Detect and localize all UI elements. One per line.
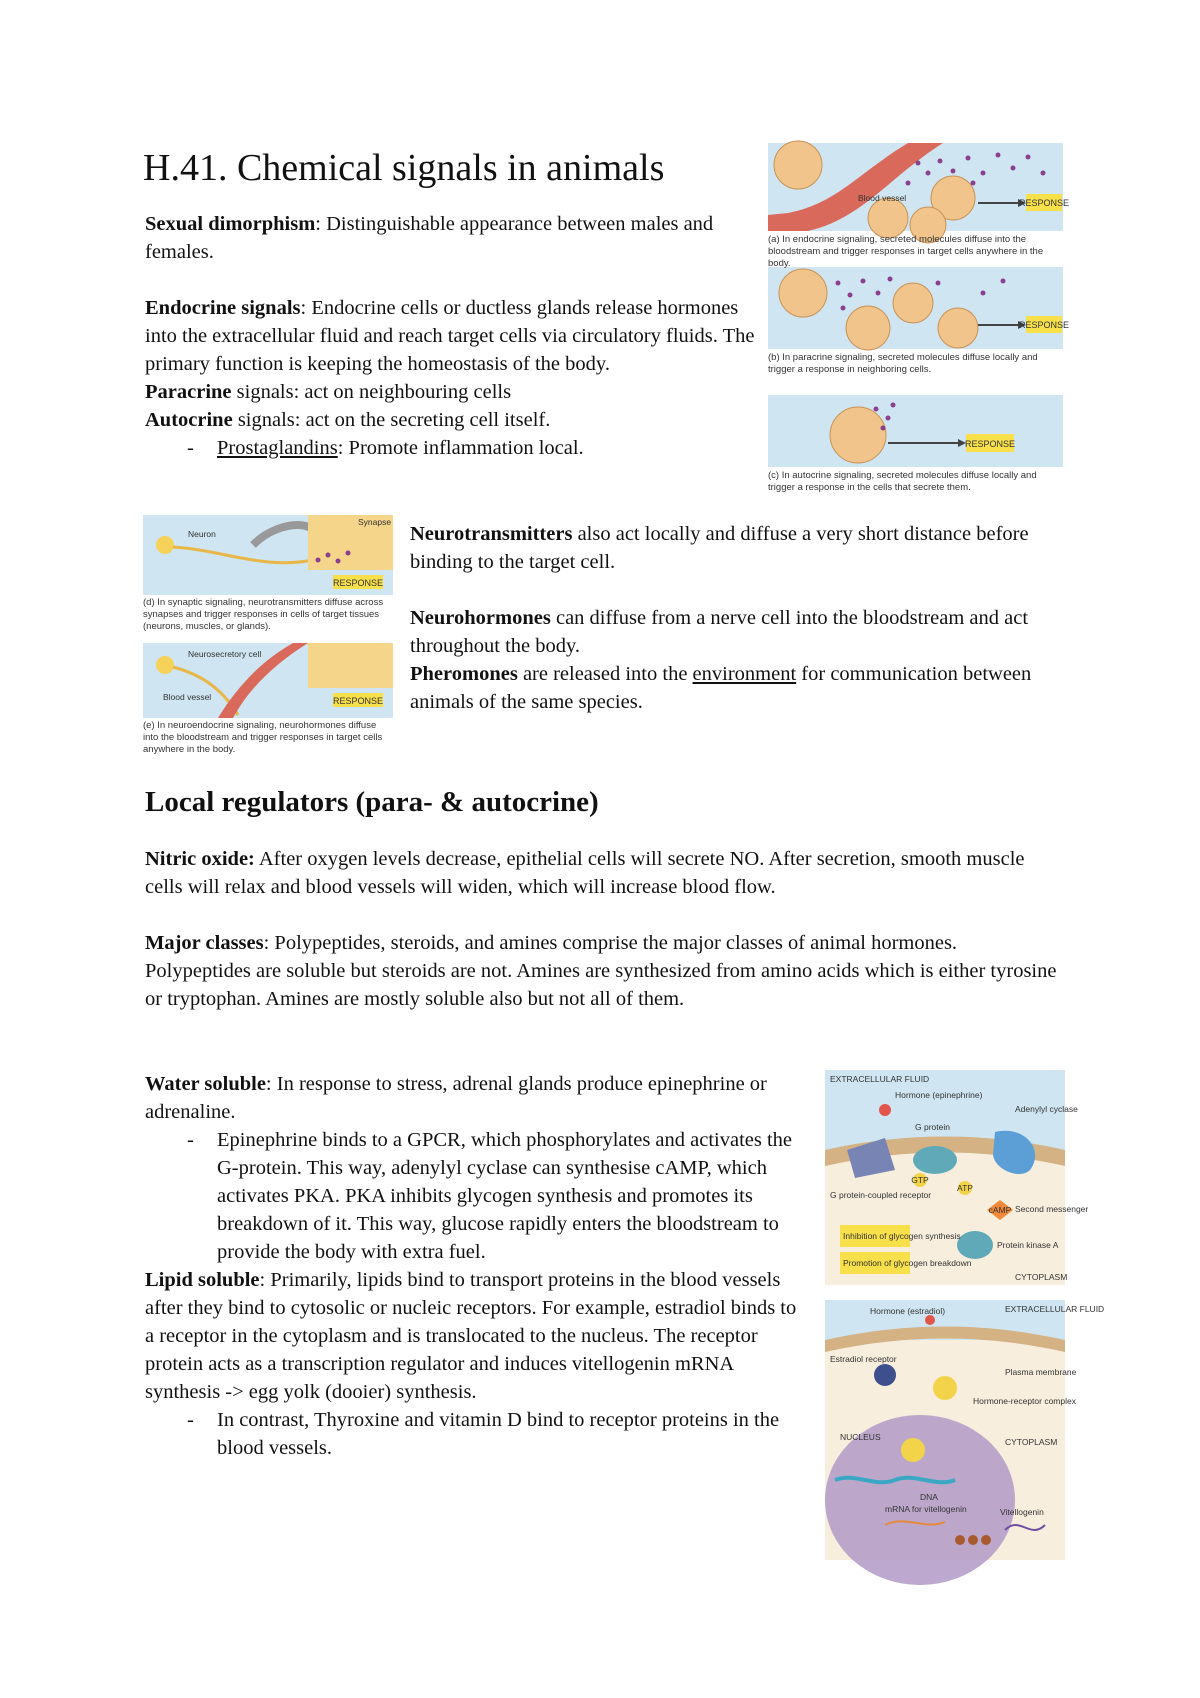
estradiol-shape [925,1315,935,1325]
signaling-types-figure [768,143,1070,503]
steroid-cytoplasm-label: CYTOPLASM [1005,1437,1058,1447]
term-nitric-oxide: Nitric oxide: [145,848,255,870]
hormone-label: Hormone (epinephrine) [895,1090,983,1100]
term-major-classes: Major classes [145,932,264,954]
caption-e: (e) In neuroendocrine signaling, neurohormones diffuse into the bloodstream and trigger responses in target cells anywhere in the body. [143,720,383,755]
def-sexual-dimorphism: : Distinguishable appearance between males and females. [145,213,714,263]
autocrine-paragraph [145,406,755,434]
def-autocrine: signals: act on the secreting cell itself. [232,409,551,431]
epinephrine-shape [879,1104,891,1116]
def-endocrine: : Endocrine cells or ductless glands release hormones into the extracellular fluid and reach target cells via circulatory fluids. The primary function is keeping the homeostasis of the body. [145,297,755,375]
lipid-bullet-text: In contrast, Thyroxine and vitamin D bind to receptor proteins in the blood vessels. [217,1409,780,1459]
ribosomes [955,1535,991,1545]
neurotransmitters-paragraph [410,520,1075,576]
g-protein-shape [913,1146,957,1174]
adenylyl-label: Adenylyl cyclase [1015,1104,1078,1114]
term-neurotransmitters: Neurotransmitters [410,523,573,545]
def-nitric-oxide: After oxygen levels decrease, epithelial cells will secrete NO. After secretion, smooth muscle cells will relax and blood vessels will widen, which will increase blood flow. [145,848,1025,898]
term-sexual-dimorphism: Sexual dimorphism [145,213,316,235]
intro-block [145,210,755,462]
page-title: H.41. Chemical signals in animals [143,147,665,189]
term-autocrine: Autocrine [145,409,233,431]
def-prostaglandins: : Promote inflammation local. [337,437,584,459]
caption-d: (d) In synaptic signaling, neurotransmitters diffuse across synapses and trigger responses in cells of target tissues (neurons, muscles, or glands). [143,597,384,632]
gtp-label: GTP [911,1175,929,1185]
def-water-soluble: : In response to stress, adrenal glands produce epinephrine or adrenaline. [145,1073,767,1123]
response-label-a: RESPONSE [1018,198,1070,208]
def-pheromones-a: are released into the [517,663,693,685]
caption-c: (c) In autocrine signaling, secreted molecules diffuse locally and trigger a response in the cells that secrete them. [768,470,1037,493]
estradiol-receptor-label: Estradiol receptor [830,1354,897,1364]
neurosecretory-cell-body [156,656,174,674]
section2-top-block [145,845,1065,1013]
nucleus-label: NUCLEUS [840,1432,881,1442]
term-prostaglandins: Prostaglandins [217,437,338,459]
bullet-dash: - [187,1129,194,1151]
neuron-body [156,536,174,554]
secreting-cell [779,269,827,317]
bullet-dash: - [187,1409,194,1431]
water-soluble-paragraph [145,1070,810,1126]
def-pheromones-b: for communication between animals of the same species. [410,663,1032,713]
second-messenger-label: Second messenger [1015,1204,1089,1214]
gpcr-figure [825,1070,1089,1285]
dna-label: DNA [920,1492,938,1502]
term-pheromones: Pheromones [410,663,518,685]
lipid-soluble-bullet [145,1406,810,1462]
kinase-shape [957,1231,993,1259]
def-paracrine: signals: act on neighbouring cells [231,381,512,403]
water-bullet-text: Epinephrine binds to a GPCR, which phosphorylates and activates the G-protein. This way, adenylyl cyclase can synthesise cAMP, which activates PKA. PKA inhibits glycogen synthesis and promotes its breakdown of it. This way, glucose rapidly enters the bloodstream to provide the body with extra fuel. [217,1129,793,1263]
synapse-label: Synapse [358,517,392,527]
major-classes-paragraph [145,929,1065,1013]
complex-label: Hormone-receptor complex [973,1396,1076,1406]
neighbor-cell [893,283,933,323]
caption-a: (a) In endocrine signaling, secreted molecules diffuse into the bloodstream and trigger responses in target cells anywhere in the body. [768,234,1044,269]
camp-label: cAMP [988,1205,1012,1215]
prostaglandins-bullet [145,434,755,462]
response-label-e: RESPONSE [332,696,384,706]
term-water-soluble: Water soluble [145,1073,266,1095]
kinase-label: Protein kinase A [997,1240,1059,1250]
steroid-hormone-label: Hormone (estradiol) [870,1306,946,1316]
steroid-figure [825,1300,1105,1560]
def-major-classes: : Polypeptides, steroids, and amines comprise the major classes of animal hormones. Polypeptides are soluble but steroids are not. Amines are synthesized from amino acids which is either tyrosine or tryptophan. Amines are mostly soluble also but not all of them. [145,932,1057,1010]
target-cell [308,643,393,688]
caption-b: (b) In paracrine signaling, secreted molecules diffuse locally and trigger a response in neighboring cells. [768,352,1038,375]
sexual-dimorphism-paragraph [145,210,755,266]
nitric-oxide-paragraph [145,845,1065,901]
vitellogenin-label: Vitellogenin [1000,1507,1044,1517]
response-label-b: RESPONSE [1018,320,1070,330]
neighbor-cell [938,308,978,348]
blood-vessel-label: Blood vessel [858,193,907,203]
blood-vessel-label: Blood vessel [163,692,212,702]
neighbor-cell [846,306,890,350]
mrna-label: mRNA for vitellogenin [885,1504,967,1514]
def-neurotransmitters: also act locally and diffuse a very short distance before binding to the target cell. [410,523,1029,573]
water-soluble-bullet [145,1126,810,1266]
atp-label: ATP [957,1183,973,1193]
response-label-d: RESPONSE [332,578,384,588]
receptor-label: G protein-coupled receptor [830,1190,932,1200]
term-lipid-soluble: Lipid soluble [145,1269,260,1291]
neuro-signaling-figure [143,515,393,755]
promotion-label: Promotion of glycogen breakdown [843,1258,972,1268]
term-environment: environment [692,663,797,685]
panel-c-background [768,395,1063,467]
vitellogenin-shape [1005,1525,1045,1530]
section-heading-local-regulators: Local regulators (para- & autocrine) [145,786,599,818]
gpcr-cytoplasm-label: CYTOPLASM [1015,1272,1068,1282]
gpcr-extracellular-label: EXTRACELLULAR FLUID [830,1074,930,1084]
neuron-label: Neuron [188,529,216,539]
complex-shape [933,1376,957,1400]
neuro-block [410,520,1075,716]
steroid-extracellular-label: EXTRACELLULAR FLUID [1005,1304,1105,1314]
section2-solubility-block [145,1070,810,1462]
neurosecretory-label: Neurosecretory cell [188,649,262,659]
receptor-shape [874,1364,896,1386]
plasma-membrane-label: Plasma membrane [1005,1367,1077,1377]
lipid-soluble-paragraph [145,1266,810,1406]
inhibition-label: Inhibition of glycogen synthesis [843,1231,961,1241]
bullet-dash: - [187,437,194,459]
neurohormones-paragraph [410,604,1075,660]
response-label-c: RESPONSE [964,439,1016,449]
def-lipid-soluble: : Primarily, lipids bind to transport proteins in the blood vessels after they bind to cytosolic or nucleic receptors. For example, estradiol binds to a receptor in the cytoplasm and is translocated to the nucleus. The receptor protein acts as a transcription regulator and induces vitellogenin mRNA synthesis -> egg yolk (dooier) synthesis. [145,1269,797,1403]
def-neurohormones: can diffuse from a nerve cell into the bloodstream and act throughout the body. [410,607,1029,657]
complex-in-nucleus [901,1438,925,1462]
pheromones-paragraph [410,660,1075,716]
g-protein-label: G protein [915,1122,950,1132]
secreting-cell [774,141,822,189]
term-neurohormones: Neurohormones [410,607,551,629]
cell [868,198,908,238]
term-endocrine: Endocrine signals [145,297,301,319]
endocrine-paragraph [145,294,755,378]
autocrine-cell [830,407,886,463]
term-paracrine: Paracrine [145,381,232,403]
paracrine-paragraph [145,378,755,406]
